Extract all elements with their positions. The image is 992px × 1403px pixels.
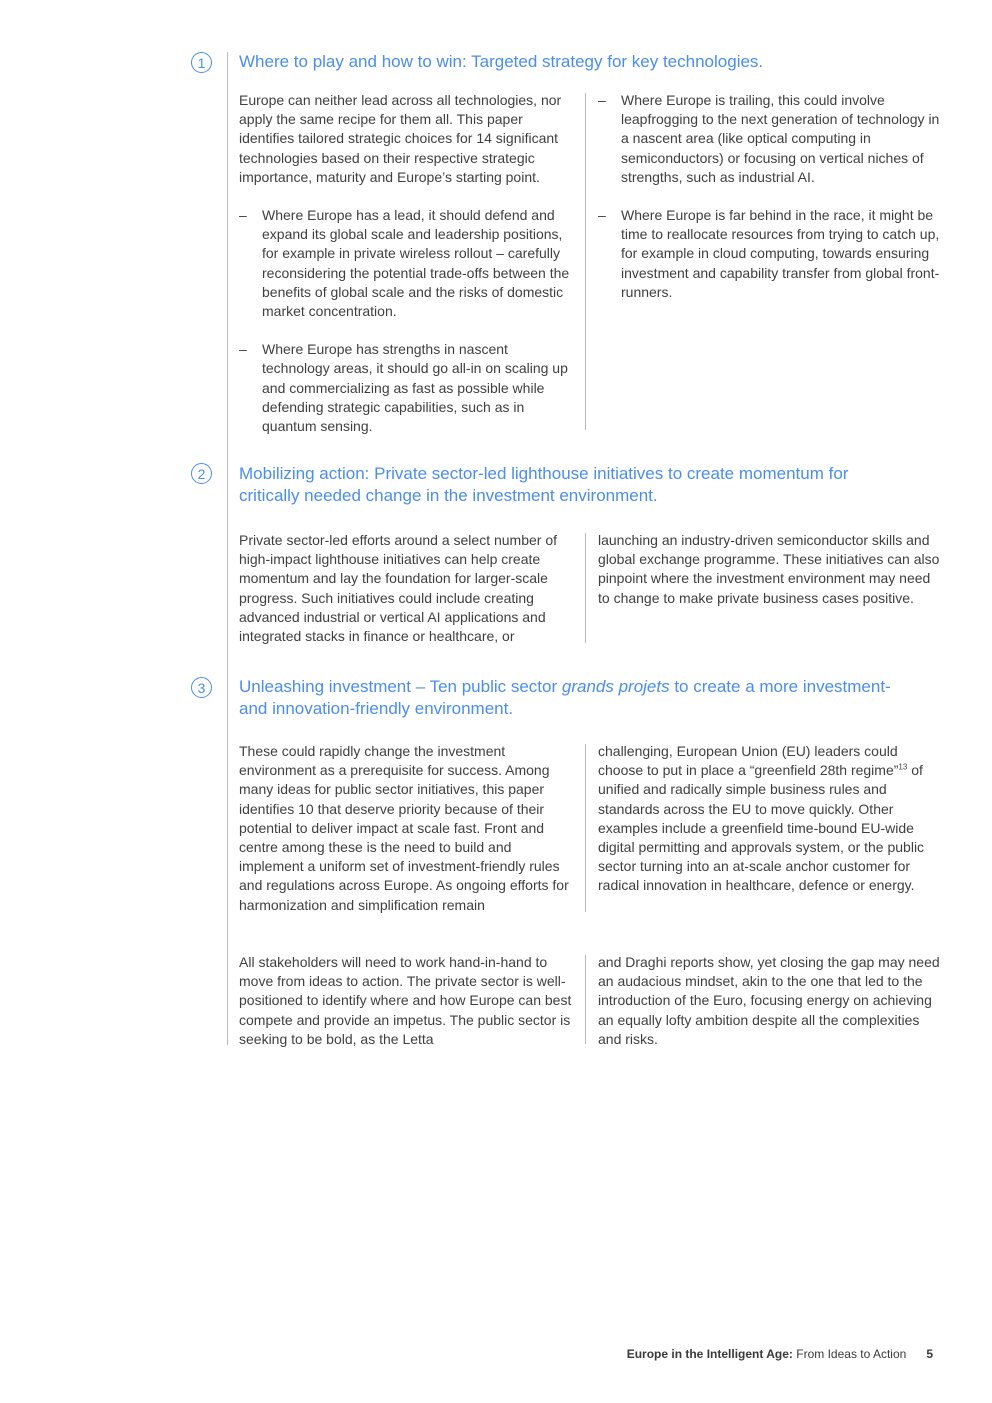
dash-bullet-icon: – [598,92,606,108]
closing-rule [227,951,228,1045]
footer-title-bold: Europe in the Intelligent Age: [626,1347,793,1361]
footnote-reference: 13 [898,762,908,772]
section-1-right-column [598,91,940,321]
section-1-left-column [239,91,579,455]
section-3-right-text: challenging, European Union (EU) leaders could choose to put in place a “greenfield 28th regime” [598,743,899,779]
closing-right-column: and Draghi reports show, yet closing the gap may need an audacious mindset, akin to the one that led to the introduction of the Euro, focusing energy on achieving an equally lofty ambition despite all the complexities and risks. [598,954,940,1047]
section-1-column-divider [585,93,586,430]
section-2-heading: Mobilizing action: Private sector-led lighthouse initiatives to create momentum for critically needed change in the investment environment. [239,464,849,505]
bullet-text: Where Europe has a lead, it should defend and expand its global scale and leadership positions, for example in private wireless rollout – carefully reconsidering the potential trade-offs between the benefits of global scale and the risks of domestic market concentration. [262,207,570,320]
section-2-left-column: Private sector-led efforts around a select number of high-impact lighthouse initiatives can help create momentum and lay the foundation for larger-scale progress. Such initiatives could include creating advanced industrial or vertical AI applications and integrated stacks in finance or healthcare, or [239,532,558,645]
section-3-column-divider [585,744,586,912]
dash-bullet-icon: – [598,207,606,224]
section-3-number-badge: 3 [191,677,212,698]
section-1-rule [227,52,228,960]
bullet-text: Where Europe has strengths in nascent technology areas, it should go all-in on scaling up and commercializing as fast as possible while defending strategic capabilities, such as in quantum sensing. [262,341,568,435]
footer-title: From Ideas to Action [792,1347,907,1361]
section-3-heading-italic: grands projets [561,677,670,696]
dash-bullet-icon: – [239,207,247,224]
dash-bullet-icon: – [239,341,247,358]
section-2-column-divider [585,533,586,643]
section-1-number-badge: 1 [191,52,212,73]
section-2-right-column: launching an industry-driven semiconductor skills and global exchange programme. These initiatives can also pinpoint where the investment environment may need to change to make private business cases positive. [598,532,940,606]
list-item [598,91,940,187]
section-3-heading-text: Unleashing investment – Ten public sector [239,677,562,696]
list-item [239,340,579,436]
section-3-right-column [598,742,940,896]
section-1-heading: Where to play and how to win: Targeted strategy for key technologies. [239,52,764,71]
list-item [239,206,579,321]
page-footer [627,1347,933,1361]
section-3-heading [239,676,899,719]
bullet-text: Where Europe is far behind in the race, it might be time to reallocate resources from trying to catch up, for example in cloud computing, towards ensuring investment and capability transfer from global front-runners. [621,207,940,300]
section-1-intro: Europe can neither lead across all technologies, nor apply the same recipe for them all. This paper identifies tailored strategic choices for 14 significant technologies based on their respective strategic importance, maturity and Europe’s starting point. [239,92,562,185]
section-2-number-badge: 2 [191,463,212,484]
section-3-heading-text-end: to create a more investment- and innovation-friendly environment. [239,677,891,718]
page-number: 5 [926,1347,933,1361]
list-item [598,206,940,302]
closing-left-column: All stakeholders will need to work hand-in-hand to move from ideas to action. The private sector is well-positioned to identify where and how Europe can best compete and provide an impetus. The public sector is seeking to be bold, as the Letta [239,954,572,1047]
bullet-text: Where Europe is trailing, this could involve leapfrogging to the next generation of technology in a nascent area (like optical computing in semiconductors) or focusing on vertical niches of strengths, such as industrial AI. [621,92,940,185]
section-3-left-column: These could rapidly change the investment environment as a prerequisite for success. Among many ideas for public sector initiatives, this paper identifies 10 that deserve priority because of their potential to deliver impact at scale fast. Front and centre among these is the need to build and implement a uniform set of investment-friendly rules and regulations across Europe. As ongoing efforts for harmonization and simplification remain [239,743,569,913]
section-3-right-text-end: of unified and radically simple business rules and standards across the EU to move quickly. Other examples include a greenfield time-bound EU-wide digital permitting and approvals system, or the public sector turning into an at-scale anchor customer for radical innovation in healthcare, defence or energy. [598,762,925,894]
closing-column-divider [585,955,586,1044]
